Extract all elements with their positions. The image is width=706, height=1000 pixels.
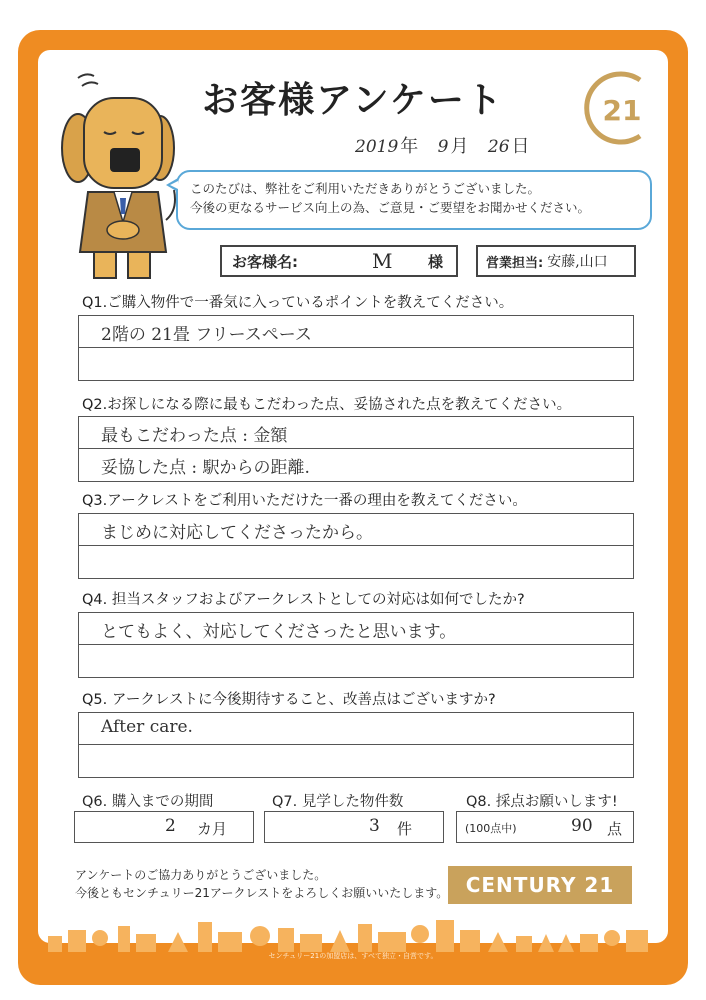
answer-box-2 bbox=[78, 416, 634, 482]
answer-line bbox=[79, 645, 633, 677]
century21-logo: CENTURY 21 bbox=[448, 866, 632, 904]
question-4: Q4. 担当スタッフおよびアークレストとしての対応は如何でしたか? bbox=[82, 592, 525, 608]
answer-5-text: After care. bbox=[101, 717, 193, 737]
answer-3-text: まじめに対応してくださったから。 bbox=[101, 523, 373, 543]
question-5: Q5. アークレストに今後期待すること、改善点はございますか? bbox=[82, 692, 496, 708]
question-8: Q8. 採点お願いします! bbox=[466, 794, 618, 810]
sales-staff-label: 営業担当: bbox=[486, 255, 544, 271]
town-skyline-illustration bbox=[38, 912, 668, 952]
date-year-label: 年 bbox=[400, 136, 419, 157]
answer-box-1 bbox=[78, 315, 634, 381]
closing-line-2: 今後ともセンチュリー21アークレストをよろしくお願いいたします。 bbox=[75, 886, 449, 900]
answer-4-text: とてもよく、対応してくださったと思います。 bbox=[101, 622, 457, 642]
date-month-label: 月 bbox=[450, 136, 469, 157]
question-2: Q2.お探しになる際に最もこだわった点、妥協された点を教えてください。 bbox=[82, 397, 572, 413]
answer-line bbox=[79, 316, 633, 348]
question-1: Q1.ご購入物件で一番気に入っているポイントを教えてください。 bbox=[82, 295, 514, 311]
survey-title: お客様アンケート bbox=[202, 80, 504, 121]
question-6: Q6. 購入までの期間 bbox=[82, 794, 214, 810]
answer-8-unit: 点 bbox=[607, 820, 623, 838]
century21-emblem-icon bbox=[578, 66, 662, 150]
answer-7-unit: 件 bbox=[397, 820, 413, 838]
question-7: Q7. 見学した物件数 bbox=[272, 794, 404, 810]
date-month: 9 bbox=[437, 137, 449, 157]
sales-staff-value: 安藤,山口 bbox=[547, 254, 608, 270]
answer-box-5 bbox=[78, 712, 634, 778]
customer-name-value: M bbox=[372, 249, 393, 273]
customer-name-field bbox=[220, 245, 458, 277]
logo-number: 21 bbox=[602, 94, 642, 127]
sales-staff-field bbox=[476, 245, 636, 277]
date-day-label: 日 bbox=[511, 136, 530, 157]
answer-line bbox=[79, 449, 633, 481]
answer-box-8 bbox=[456, 811, 634, 843]
answer-1-text: 2階の 21畳 フリースペース bbox=[101, 325, 312, 345]
answer-line bbox=[79, 713, 633, 745]
answer-line bbox=[79, 546, 633, 578]
answer-line bbox=[79, 514, 633, 546]
answer-7-value: 3 bbox=[369, 816, 380, 836]
answer-box-3 bbox=[78, 513, 634, 579]
answer-box-6 bbox=[74, 811, 254, 843]
greeting-line-2: 今後の更なるサービス向上の為、ご意見・ご要望をお聞かせください。 bbox=[190, 200, 591, 215]
customer-name-suffix: 様 bbox=[428, 252, 444, 271]
customer-name-label: お客様名: bbox=[232, 252, 298, 271]
closing-line-1: アンケートのご協力ありがとうございました。 bbox=[75, 868, 327, 882]
answer-2-line-2: 妥協した点 : 駅からの距離. bbox=[101, 458, 310, 478]
answer-box-7 bbox=[264, 811, 444, 843]
greeting-line-1: このたびは、弊社をご利用いただきありがとうございました。 bbox=[190, 181, 541, 196]
closing-message bbox=[75, 866, 448, 902]
answer-8-prefix: (100点中) bbox=[465, 822, 517, 835]
answer-line bbox=[79, 348, 633, 380]
answer-2-line-1: 最もこだわった点 : 金額 bbox=[101, 426, 288, 446]
speech-bubble-tail-inner bbox=[170, 181, 178, 189]
answer-8-value: 90 bbox=[571, 816, 593, 836]
answer-6-unit: カ月 bbox=[197, 820, 228, 838]
answer-box-4 bbox=[78, 612, 634, 678]
answer-line bbox=[79, 613, 633, 645]
answer-6-value: 2 bbox=[165, 816, 176, 836]
greeting-speech-bubble bbox=[176, 170, 652, 230]
question-3: Q3.アークレストをご利用いただけた一番の理由を教えてください。 bbox=[82, 493, 527, 509]
date-day: 26 bbox=[487, 137, 510, 157]
franchise-footnote: センチュリー21の加盟店は、すべて独立・自営です。 bbox=[268, 952, 438, 960]
answer-line bbox=[79, 417, 633, 449]
answer-line bbox=[79, 745, 633, 777]
survey-date bbox=[355, 132, 544, 158]
date-year: 2019 bbox=[355, 137, 399, 157]
